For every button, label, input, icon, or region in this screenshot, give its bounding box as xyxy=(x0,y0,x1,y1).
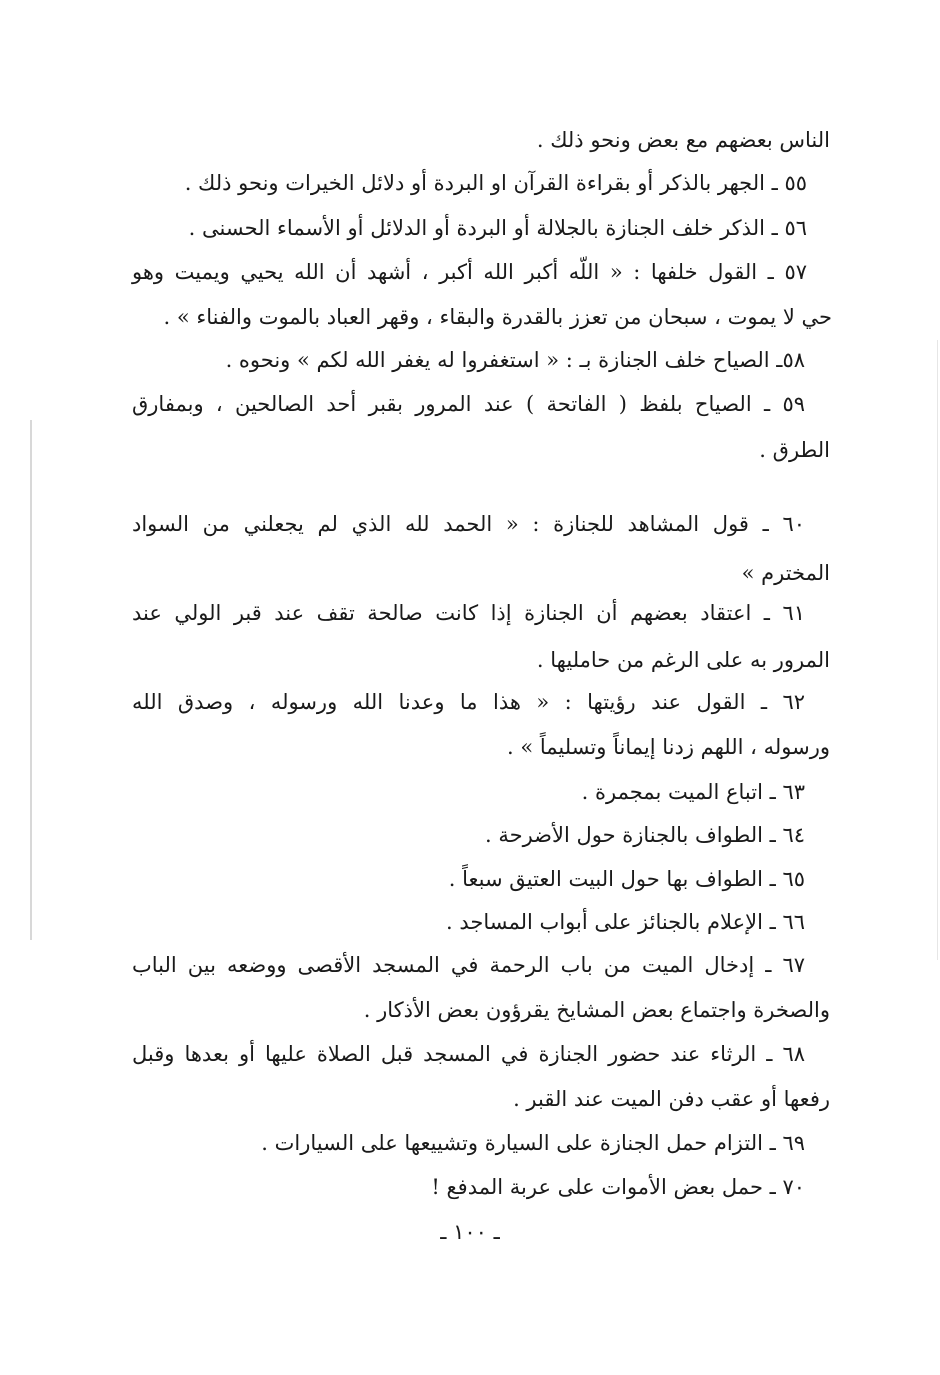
text-line: ٦٤ ـ الطواف بالجنازة حول الأضرحة . xyxy=(485,823,805,847)
text-line: ٦٣ ـ اتباع الميت بمجمرة . xyxy=(581,780,805,804)
text-line: ٦٢ ـ القول عند رؤيتها : « هذا ما وعدنا الله ورسوله ، وصدق الله xyxy=(132,690,805,714)
scan-margin-mark xyxy=(30,420,32,940)
text-line: ٦٦ ـ الإعلام بالجنائز على أبواب المساجد . xyxy=(446,910,805,934)
text-line: المرور به على الرغم من حامليها . xyxy=(536,648,830,672)
text-line: ٦٩ ـ التزام حمل الجنازة على السيارة وتشييعها على السيارات . xyxy=(261,1131,805,1155)
scan-edge-mark xyxy=(937,340,938,960)
text-line: ٦٠ ـ قول المشاهد للجنازة : « الحمد لله الذي لم يجعلني من السواد xyxy=(132,512,805,536)
text-line: ٥٧ ـ القول خلفها : « اللّه أكبر الله أكبر ، أشهد أن الله يحيي ويميت وهو xyxy=(132,260,807,284)
text-line: ورسوله ، اللهم زدنا إيماناً وتسليماً » . xyxy=(507,735,830,759)
text-line: ٥٥ ـ الجهر بالذكر أو بقراءة القرآن او البردة أو دلائل الخيرات ونحو ذلك . xyxy=(184,171,807,195)
text-line: والصخرة واجتماع بعض المشايخ يقرؤون بعض الأذكار . xyxy=(363,998,830,1022)
text-line: حي لا يموت ، سبحان من تعزز بالقدرة والبقاء ، وقهر العباد بالموت والفناء » . xyxy=(163,305,832,329)
text-line: ٦٧ ـ إدخال الميت من باب الرحمة في المسجد الأقصى ووضعه بين الباب xyxy=(132,953,805,977)
text-line: ٥٩ ـ الصياح بلفظ ( الفاتحة ) عند المرور بقبر أحد الصالحين ، وبمفارق xyxy=(132,392,805,416)
text-line: ٦٥ ـ الطواف بها حول البيت العتيق سبعاً . xyxy=(448,867,805,891)
text-line: الطرق . xyxy=(759,438,830,462)
text-line: الناس بعضهم مع بعض ونحو ذلك . xyxy=(536,128,830,152)
text-line: ٦٨ ـ الرثاء عند حضور الجنازة في المسجد قبل الصلاة عليها أو بعدها وقبل xyxy=(132,1042,805,1066)
page-number: ـ ١٠٠ ـ xyxy=(440,1220,500,1244)
text-line: ٦١ ـ اعتقاد بعضهم أن الجنازة إذا كانت صالحة تقف عند قبر الولي عند xyxy=(132,601,805,625)
text-line: المخترم » xyxy=(741,561,830,585)
text-line: ٥٦ ـ الذكر خلف الجنازة بالجلالة أو البردة أو الدلائل أو الأسماء الحسنى . xyxy=(188,216,807,240)
text-line: ٥٨ـ الصياح خلف الجنازة بـ : « استغفروا له يغفر الله لكم » ونحوه . xyxy=(225,348,805,372)
text-line: ٧٠ ـ حمل بعض الأموات على عربة المدفع ! xyxy=(431,1175,805,1199)
text-line: رفعها أو عقب دفن الميت عند القبر . xyxy=(513,1087,830,1111)
